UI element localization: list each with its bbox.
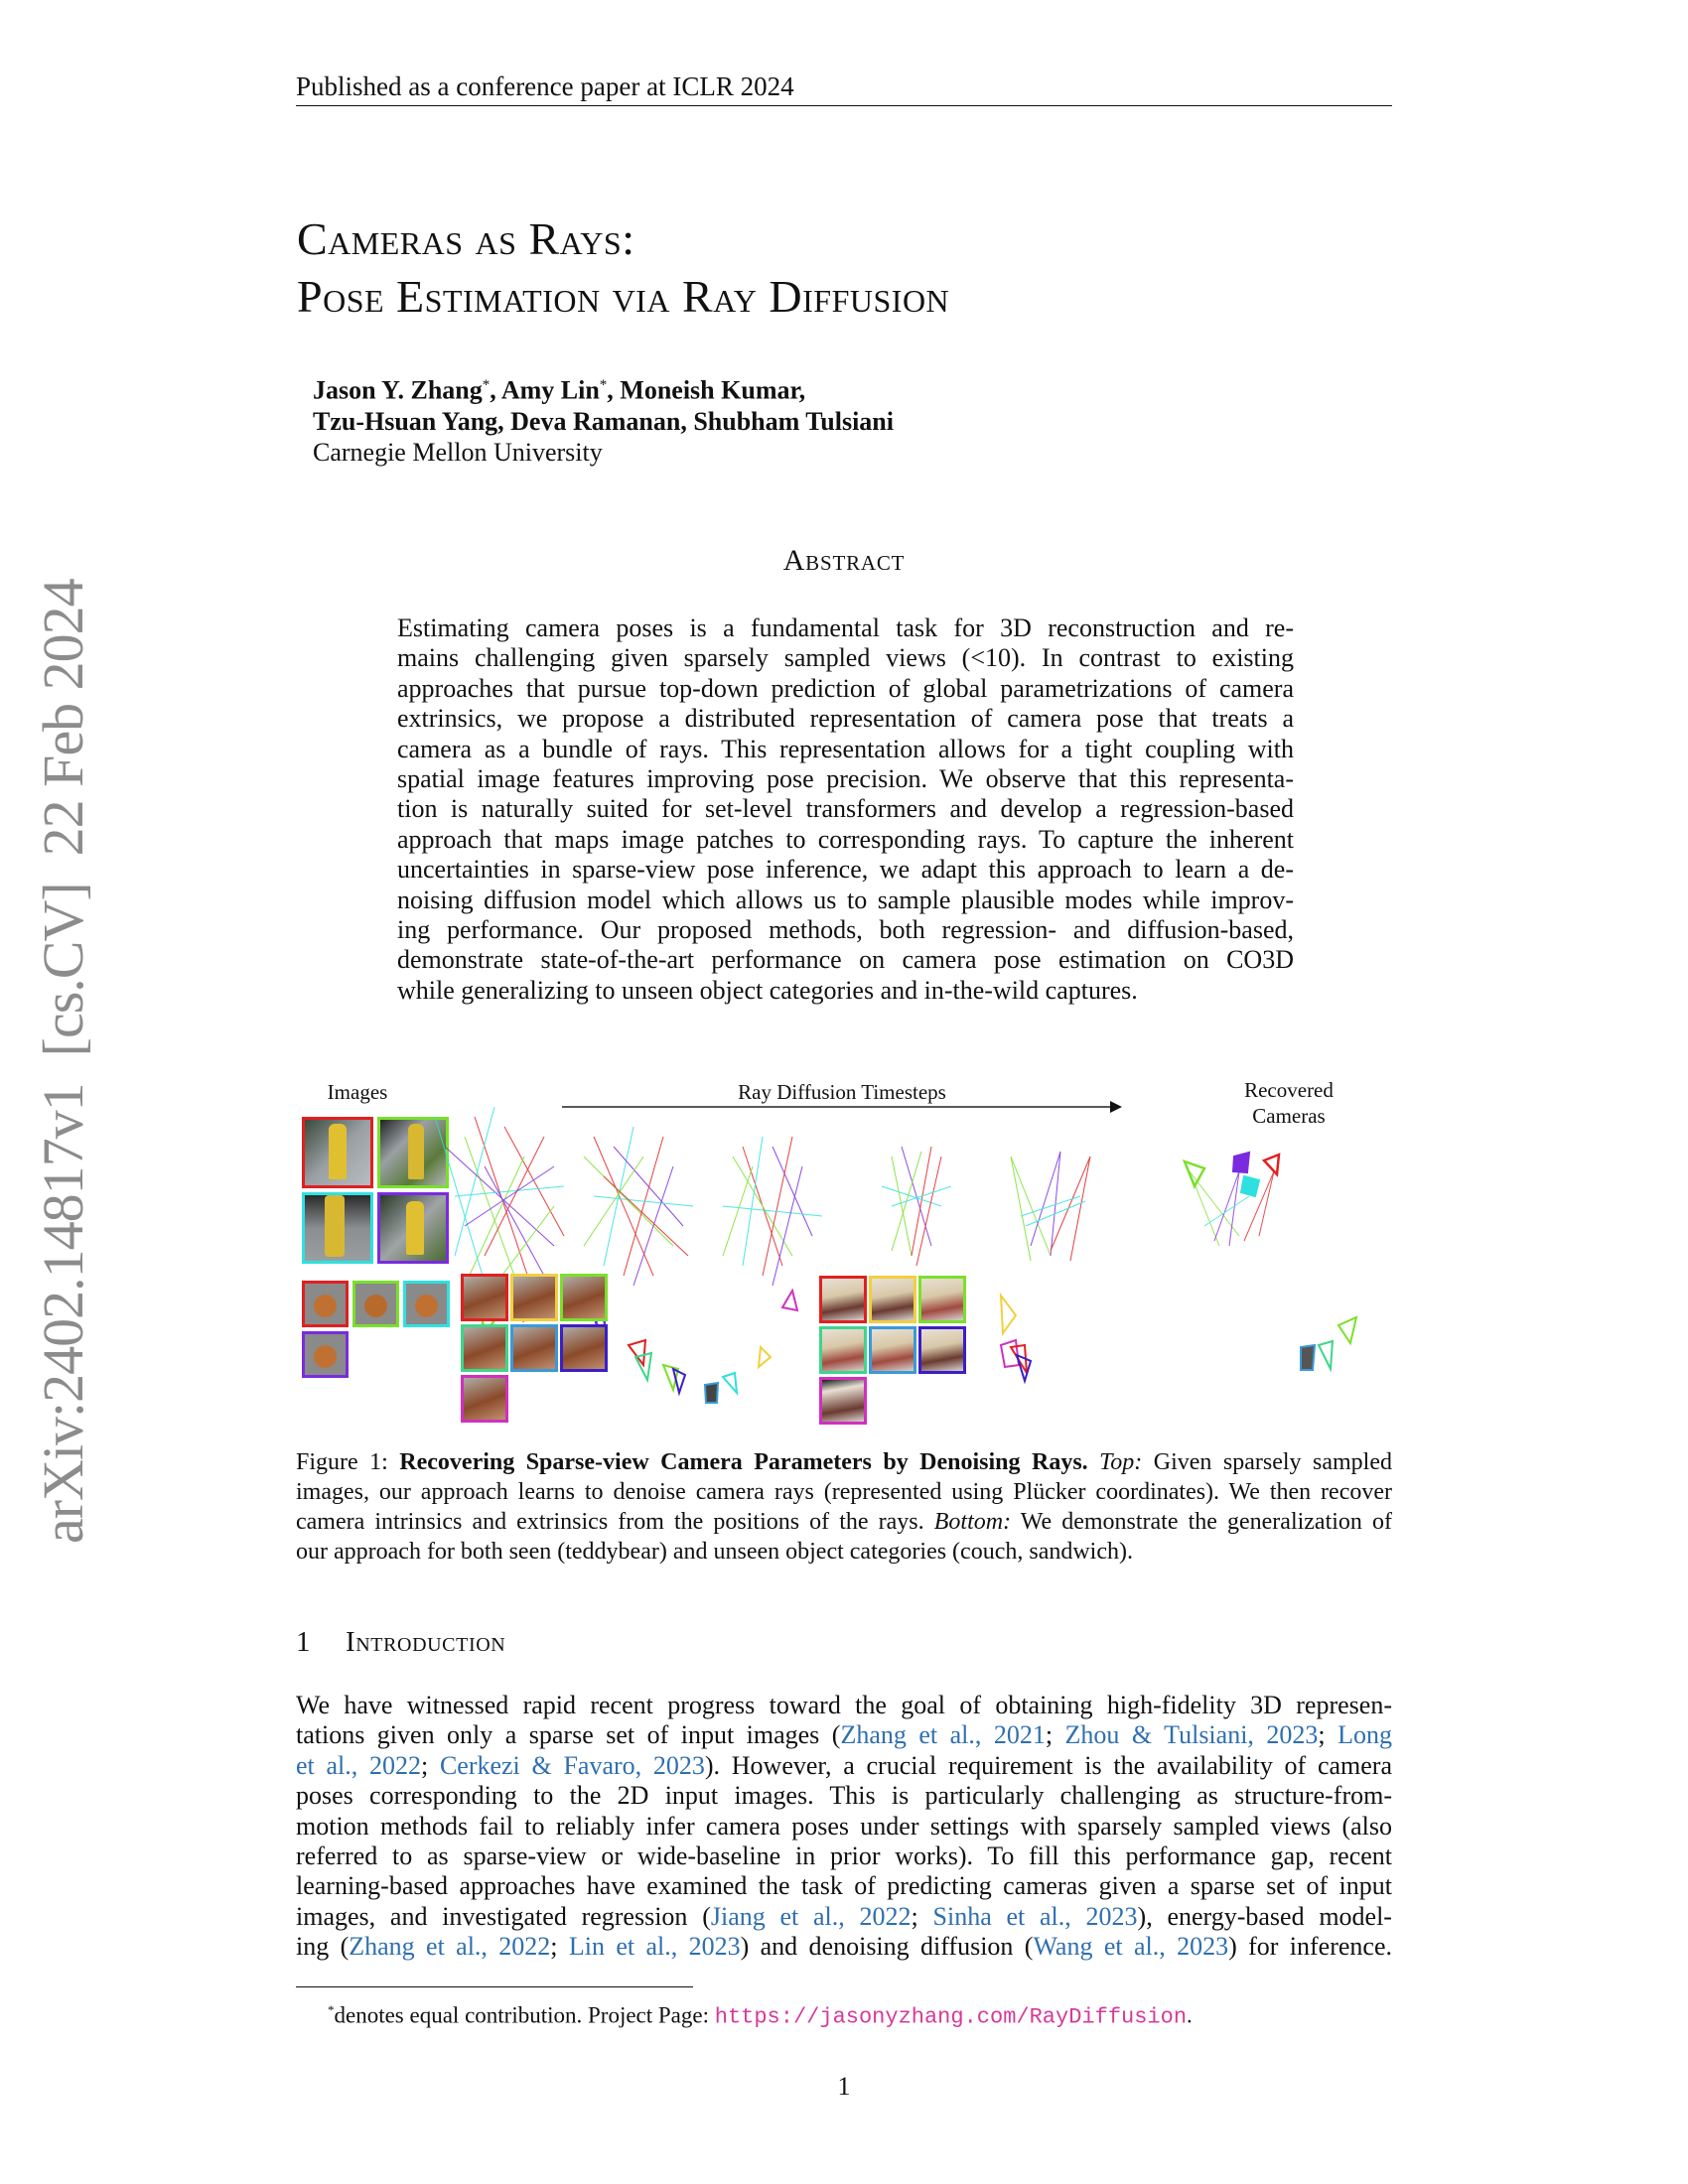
figure-label-recovered: Recovered Cameras	[1244, 1078, 1334, 1128]
caption-top-label: Top:	[1099, 1449, 1143, 1475]
abstract-line: Estimating camera poses is a fundamental task for 3D reconstruction and re-	[397, 614, 1294, 642]
abstract-line: camera as a bundle of rays. This representation allows for a tight coupling with	[397, 734, 1294, 763]
image-sandwich-2	[869, 1276, 916, 1323]
figure-caption: Figure 1: Recovering Sparse-view Camera Parameters by Denoising Rays. Top: Given sparsely sampled images, our approach learns to denoise camera rays (represented using Plücker coordinates). We then recover camera intrinsics and extrinsics from the positions of the rays. Bottom: We demonstrate the generalization of our approach for both seen (teddybear) and unseen object categories (couch, sandwich).	[296, 1449, 1393, 1565]
camera-frustum-icon	[782, 1291, 797, 1310]
camera-frustum-icon	[1001, 1340, 1019, 1367]
section-heading	[296, 1626, 505, 1659]
abstract-heading: Abstract	[782, 544, 906, 577]
citation-link[interactable]: Jiang et al., 2022	[710, 1901, 912, 1931]
intro-paragraph: We have witnessed rapid recent progress toward the goal of obtaining high-fidelity 3D represen- tations given only a sparse set of input images (Zhang et al., 2021; Zhou & Tulsiani, 2023; Long et al., 2022; Cerkezi & Favaro, 2023). However, a crucial requirement is the availability of camera poses corresponding to the 2D input images. This is particularly challenging as structure-from- motion methods fail to reliably infer camera poses under settings with sparsely sampled views (also referred to as sparse-view or wide-baseline in prior works). To fill this performance gap, recent learning-based approaches have examined the task of predicting cameras given a sparse set of input images, and investigated regression (Jiang et al., 2022; Sinha et al., 2023), energy-based model- ing (Zhang et al., 2022; Lin et al., 2023) and denoising diffusion (Wang et al., 2023) for inference.	[296, 1691, 1392, 1962]
caption-bottom-label: Bottom:	[933, 1509, 1012, 1535]
equal-contribution-mark: *	[482, 377, 491, 393]
camera-frustum-icon	[1301, 1345, 1315, 1370]
section-title: Introduction	[346, 1626, 506, 1658]
citation-link[interactable]: Cerkezi & Favaro, 2023	[439, 1750, 705, 1780]
title-line-2: Pose Estimation via Ray Diffusion	[297, 271, 950, 322]
citation-link[interactable]: Long	[1337, 1720, 1392, 1750]
abstract-line: noising diffusion model which allows us to sample plausible modes while improv-	[397, 885, 1294, 914]
camera-frustum-icon	[1338, 1317, 1356, 1343]
page-number: 1	[837, 2072, 851, 2101]
author-name: , Amy Lin	[490, 375, 600, 405]
camera-frustum-icon	[705, 1383, 718, 1403]
citation-link[interactable]: et al., 2022	[296, 1750, 421, 1780]
image-couch-4	[461, 1324, 508, 1372]
authors-line-2: Tzu-Hsuan Yang, Deva Ramanan, Shubham Tulsiani	[313, 406, 894, 436]
camera-frustum-icon	[1241, 1176, 1259, 1196]
arxiv-stamp: arXiv:2402.14817v1 [cs.CV] 22 Feb 2024	[31, 579, 95, 1544]
image-sandwich-4	[819, 1326, 867, 1374]
citation-link[interactable]: Zhang et al., 2022	[349, 1932, 551, 1962]
abstract-line: demonstrate state-of-the-art performance on camera pose estimation on CO3D	[397, 945, 1294, 975]
image-teddybear-3	[403, 1281, 450, 1327]
author-block	[313, 370, 894, 468]
figure-1	[296, 1077, 1392, 1420]
camera-frustum-icon	[1319, 1341, 1333, 1369]
caption-title: Recovering Sparse-view Camera Parameters by Denoising Rays.	[399, 1449, 1088, 1475]
abstract-line: spatial image features improving pose precision. We observe that this representa-	[397, 764, 1294, 794]
figure-label-timesteps: Ray Diffusion Timesteps	[738, 1080, 946, 1104]
image-sandwich-6	[918, 1326, 966, 1374]
footnote-mark: *	[328, 2002, 335, 2017]
sandwich-cameras	[981, 1286, 1392, 1405]
image-couch-5	[510, 1324, 558, 1372]
abstract-line: tion is naturally suited for set-level transformers and develop a regression-based	[397, 794, 1294, 824]
camera-frustum-icon	[1264, 1155, 1279, 1174]
citation-link[interactable]: Lin et al., 2023	[568, 1932, 741, 1962]
image-sandwich-5	[869, 1326, 916, 1374]
camera-frustum-icon	[759, 1347, 771, 1367]
image-sandwich-1	[819, 1276, 867, 1323]
abstract-line: mains challenging given sparsely sampled views (<10). In contrast to existing	[397, 643, 1294, 673]
image-teddybear-2	[352, 1281, 399, 1327]
section-number: 1	[296, 1626, 312, 1658]
citation-link[interactable]: Zhou & Tulsiani, 2023	[1064, 1720, 1319, 1750]
footnote: *denotes equal contribution. Project Page: https://jasonyzhang.com/RayDiffusion.	[328, 2002, 1193, 2030]
footnote-rule	[296, 1986, 693, 1987]
running-header: Published as a conference paper at ICLR 2024	[296, 71, 794, 101]
image-couch-6	[560, 1324, 608, 1372]
abstract-line: uncertainties in sparse-view pose inference, we adapt this approach to learn a de-	[397, 855, 1294, 885]
camera-frustum-icon	[1001, 1296, 1016, 1333]
citation-link[interactable]: Zhang et al., 2021	[840, 1720, 1046, 1750]
figure-label-images: Images	[327, 1080, 388, 1104]
header-rule	[296, 105, 1392, 106]
image-teddybear-4	[302, 1331, 349, 1378]
authors-line-1	[313, 370, 894, 406]
abstract-line: while generalizing to unseen object categories and in-the-wild captures.	[397, 975, 1138, 1005]
equal-contribution-mark: *	[599, 377, 608, 393]
image-couch-3	[560, 1274, 608, 1321]
camera-frustum-icon	[723, 1373, 737, 1393]
citation-link[interactable]: Sinha et al., 2023	[932, 1901, 1138, 1931]
image-couch-1	[461, 1274, 508, 1321]
abstract-line: approaches that pursue top-down prediction of global parametrizations of camera	[397, 673, 1294, 703]
author-name: , Moneish Kumar,	[607, 375, 806, 405]
affiliation: Carnegie Mellon University	[313, 437, 603, 467]
caption-prefix: Figure 1:	[296, 1449, 400, 1475]
abstract-line: extrinsics, we propose a distributed representation of camera pose that treats a	[397, 704, 1294, 734]
image-sandwich-7	[819, 1377, 867, 1425]
paper-title	[297, 210, 949, 326]
citation-link[interactable]: Wang et al., 2023	[1033, 1932, 1229, 1962]
image-teddybear-1	[302, 1281, 349, 1327]
project-page-link[interactable]: https://jasonyzhang.com/RayDiffusion	[714, 2004, 1188, 2030]
abstract-line: approach that maps image patches to corresponding rays. To capture the inherent	[397, 824, 1294, 854]
image-sandwich-3	[918, 1276, 966, 1323]
image-couch-2	[510, 1274, 558, 1321]
abstract-body	[397, 614, 1294, 1006]
image-couch-7	[461, 1375, 508, 1423]
author-name: Jason Y. Zhang	[313, 375, 483, 405]
camera-frustum-icon	[1233, 1153, 1249, 1172]
abstract-line: ing performance. Our proposed methods, both regression- and diffusion-based,	[397, 915, 1294, 945]
title-line-1: Cameras as Rays:	[297, 213, 635, 264]
couch-cameras	[624, 1286, 822, 1405]
